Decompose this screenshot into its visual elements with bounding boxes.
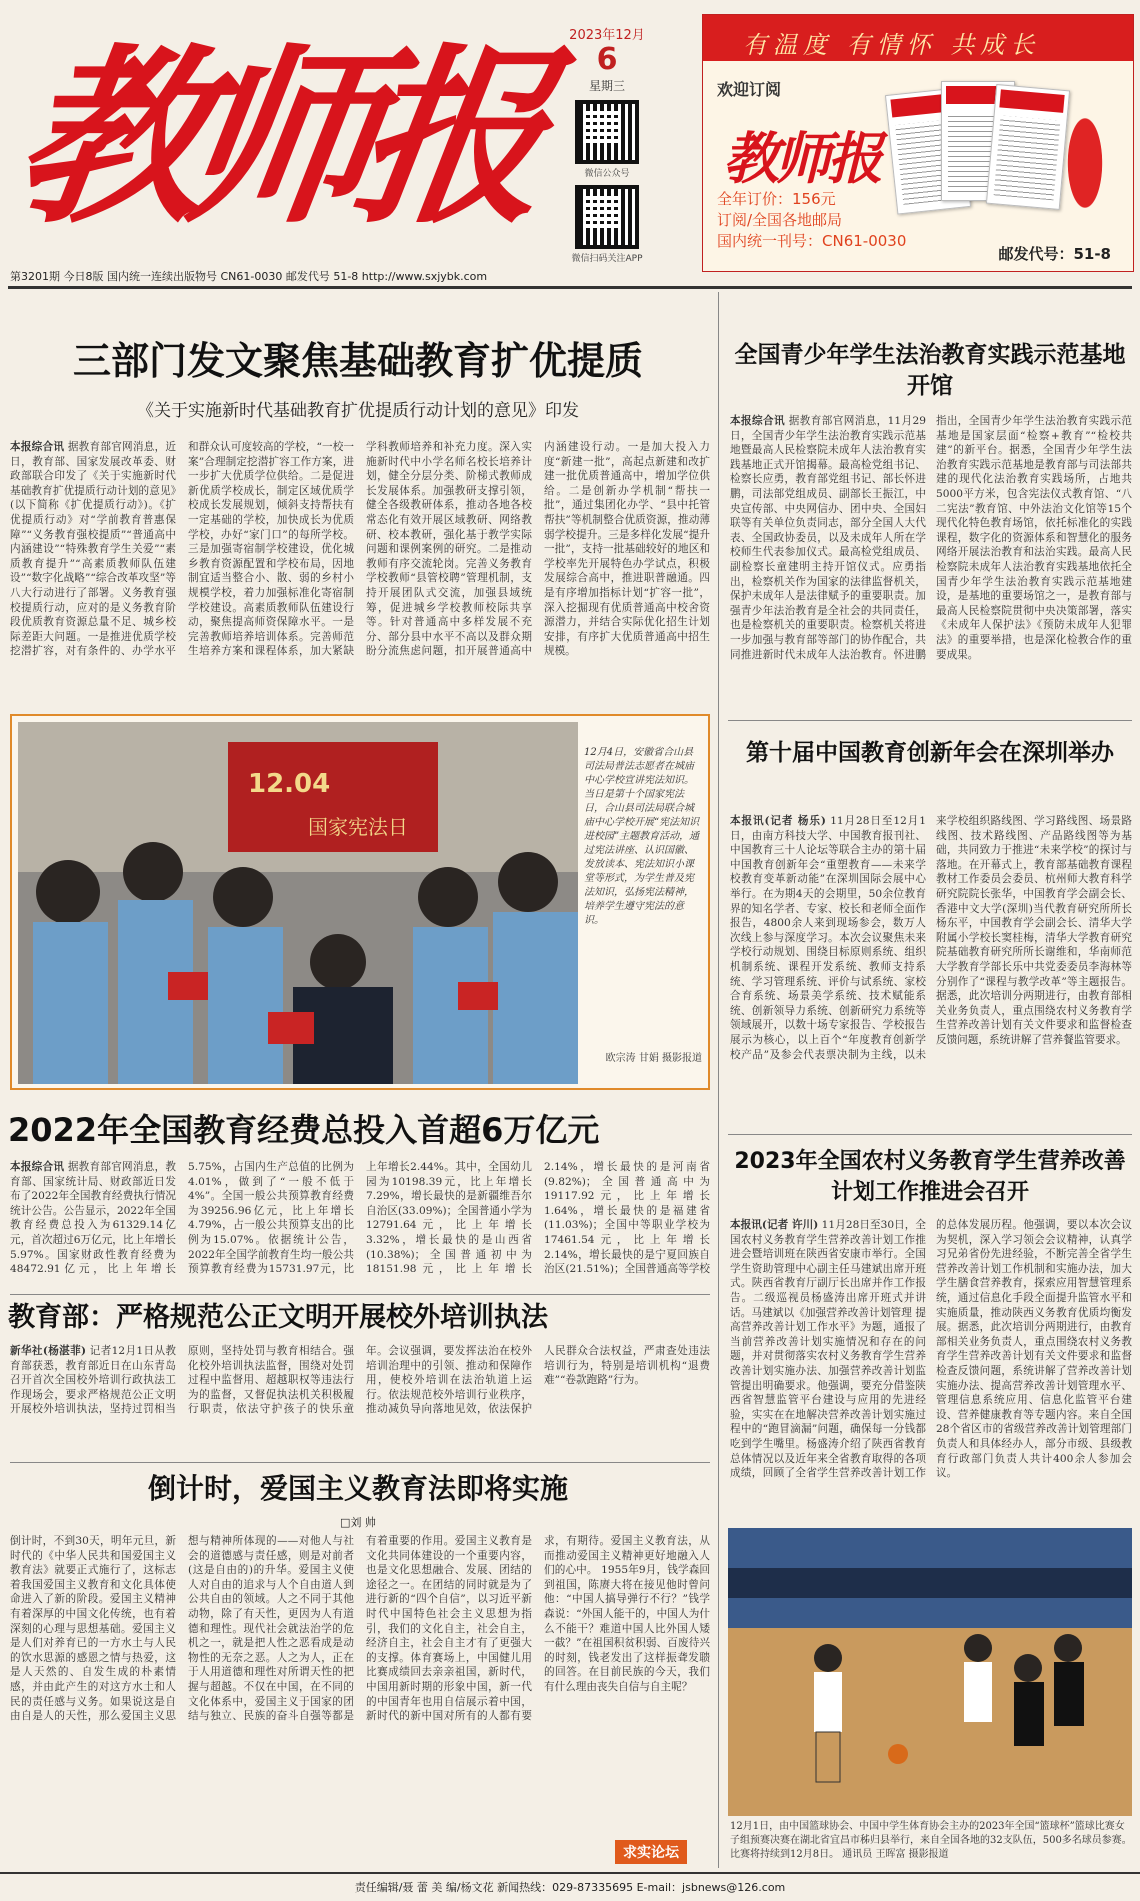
column-divider bbox=[718, 292, 719, 1868]
date-box bbox=[552, 20, 662, 270]
lead-text: 据教育部官网消息，近日，教育部、国家发展改革委、财政部联合印发了《关于实施新时代基础教育扩优提质行动计划的意见》(以下简称《扩优提质行动》)。《扩优提质行动》对“学前教育普惠保障”“义务教育强校提质”“普通高中内涵建设”“特殊教育学生关爱”“素质教育提升”“高素质教师队伍建设”“数字化战略”“综合改革攻坚”等八大行动进行了部署。义务教育强校提质行动，应对的是义务教育阶段优质教育资源总量不足、城乡校际差距大问题。一是推进优质学校挖潜扩容，对有条件的、办学水平和群众认可度较高的学校，“一校一案”合理制定挖潜扩容工作方案，进一步扩大优质学位供给。二是促进新优质学校成长，制定区域优质学校成长发展规划，倾斜支持帮扶有一定基础的学校，加快成长为优质学校，办好“家门口”的每所学校。三是加强寄宿制学校建设，优化城乡教育资源配置和学校布局，因地制宜适当整合小、散、弱的乡村小规模学校，着力加强标准化寄宿制学校建设。高素质教师队伍建设行动，聚焦提高师资保障水平。一是完善教师培养培训体系。完善师范生培养方案和课程体系，加大紧缺学科教师培养和补充力度。深入实施新时代中小学名师名校长培养计划，健全分层分类、阶梯式教师成长发展体系。加强教研支撑引领，健全各级教研体系，推动各地各校常态化有效开展区域教研、网络教研、校本教研，强化基于教学实际问题和课例案例的研究。二是推动教师有序交流轮岗。完善义务教育学校教师“县管校聘”管理机制，支持开展团队式交流，加强县域统筹，促进城乡学校教师校际共享等。针对普通高中多样发展不充分、部分县中水平不高以及群众期盼分流焦虑问题，扣开展普通高中内涵建设行动。一是加大投入力度“新建一批”，高起点新建和改扩建一批优质普通高中，增加学位供给。二是创新办学机制“帮扶一批”，通过集团化办学、“县中托管帮扶”等机制整合优质资源，推动薄弱学校提升。三是多样化发展“提升一批”，支持一批基础较好的地区和学校率先开展特色办学试点，积极发展综合高中，推进职普融通。四是有序增加指标计划“扩容一批”，深入挖掘现有优质普通高中校舍资源潜力，并结合实际优化招生计划安排，有序扩大优质普通高中招生规模。 bbox=[10, 441, 710, 658]
photo-feature bbox=[10, 714, 710, 1090]
lantern-decoration bbox=[1055, 85, 1115, 215]
right-divider-1 bbox=[728, 720, 1132, 721]
basketball-credit: 通讯员 王晖富 摄影报道 bbox=[842, 1849, 949, 1860]
patriot-author: □刘 帅 bbox=[340, 1516, 376, 1529]
issue-info-bar: 第3201期 今日8版 国内统一连续出版物号 CN61-0030 邮发代号 51-8 http://www.sxjybk.com bbox=[10, 270, 488, 283]
screen-title: 国家宪法日 bbox=[308, 815, 408, 839]
training-byline: 新华社(杨湛菲) bbox=[10, 1345, 87, 1357]
lead-body bbox=[10, 440, 710, 690]
subscription-ad[interactable] bbox=[702, 14, 1134, 272]
patriot-headline[interactable]: 倒计时，爱国主义教育法即将实施 bbox=[147, 1472, 568, 1505]
training-text: 记者12月1日从教育部获悉，教育部近日在山东青岛召开首次全国校外培训行政执法工作现场会，要求严格规范公正文明开展校外培训执法，坚持过罚相当原则，坚持处罚与教育相结合。强化校外培训执法监督，围绕对处罚过程中监督用、超越职权等违法行为的监督，又督促执法机关积极履行职责，依法守护孩子的快乐童年。会议强调，要发挥法治在校外培训治理中的引领、推动和保障作用，使校外培训在法治轨道上运行。依法规范校外培训行业秩序，推动减负导向落地见效，依法保护人民群众合法权益，严肃查处违法培训行为，特别是培训机构“退费难”“卷款跑路”行为。 bbox=[10, 1345, 710, 1416]
qr-caption-wechat: 微信公众号 bbox=[584, 169, 630, 179]
ad-newspaper-stack bbox=[891, 71, 1071, 221]
booklet bbox=[168, 972, 208, 1000]
right1-headline[interactable]: 全国青少年学生法治教育实践示范基地开馆 bbox=[734, 342, 1126, 399]
section-divider-2 bbox=[10, 1462, 710, 1463]
ad-logo: 教师报 bbox=[723, 126, 879, 192]
patriot-text: 倒计时，不到30天，明年元旦，新时代的《中华人民共和国爱国主义教育法》就要正式施行了，这标志着我国爱国主义教育和文化具体使命进入了新的阶段。爱国主义精神有着深厚的中国文化传统，也有着深刻的心理与思想基础。爱国主义是人们对养育已的一方水土与人民的饮水思源的感恩之情与热爱，这是人天然的、自发生成的朴素情感，并由此产生的对这方水土和人民的责任感与义务。如果说这是自由自是人的天性，那么爱国主义思想与精神所体现的——对他人与社会的道德感与责任感，则是对前者(这是自由的)的升华。爱国主义使人对自由的追求与人个自由道人到公共自由的领域。人之不同于其他动物，除了有天性，更因为人有道德和理性。现代社会就法治学的危机之一，就是把人性之恶看成是动物性的无奈之恶。人之为人，正在于人用道德和理性对所谓天性的把握与超越。不仅在中国，在不同的文化体系中，爱国主义于国家的团结与独立、民族的奋斗自强等都是有着重要的作用。爱国主义教育是文化共同体建设的一个重要内容，也是文化思想融合、发展、团结的途径之一。在团结的同时就是为了进行新的“四个自信”，以习近平新时代中国特色社会主义思想为指引，我们的文化自主，社会自主，经济自主，社会自主才有了更强大的支撑。体育赛场上，中国健儿用比赛成绩回去亲亲祖国，新时代，中国用新时期的形象中国，新一代的中国青年也用自信展示着中国，新时代的新中国对所有的人都有要求，有期待。爱国主义教育法，从而推动爱国主义精神更好地融入人们的心中。 bbox=[10, 1535, 710, 1723]
patriot-body bbox=[10, 1534, 710, 1864]
funding-text: 据教育部官网消息，教育部、国家统计局、财政部近日发布了2022年全国教育经费执行情况统计公告。公告显示，2022年全国教育经费总投入为61329.14亿元，首次超过6万亿元，比上年增长5.97%。国家财政性教育经费为48472.91亿元，比上年增长5.75%，占国内生产总值的比例为4.01%，做到了“一般不低于4%”。全国一般公共预算教育经费为39256.96亿元，比上年增长4.79%，占一般公共预算支出的比例为15.07%。依据统计公告，2022年全国学前教育生均一般公共预算教育经费为15731.97元，比上年增长2.44%。其中，全国幼儿园为10198.39元，比上年增长7.29%，增长最快的是新疆维吾尔自治区(33.09%)；全国普通小学为12791.64元，比上年增长3.32%，增长最快的是山西省(10.38%)；全国普通初中为18151.98元，比上年增长2.14%，增长最快的是河南省(9.82%)；全国普通高中为19117.92元，比上年增长1.64%，增长最快的是福建省(11.03%)；全国中等职业学校为17461.54元，比上年增长2.14%，增长最快的是宁夏回族自治区(21.51%)；全国普通高等学校 bbox=[10, 1161, 710, 1276]
training-body bbox=[10, 1344, 710, 1452]
footer-bar: 责任编辑/聂 蕾 美 编/杨文花 新闻热线：029-87335695 E-mail：jsbnews@126.com bbox=[0, 1872, 1140, 1899]
ad-post-code: 邮发代号：51-8 bbox=[998, 245, 1111, 263]
newspaper-logo: 教师报 bbox=[2, 26, 544, 249]
patriot-text-2: 1955年9月，钱学森回到祖国，陈赓大将在接见他时曾问他：“中国人搞导弹行不行？”钱学森说：“外国人能干的，中国人为什么不能干？难道中国人比外国人矮一截？”在祖国积贫积弱、百废待兴的时刻，钱老发出了这样振聋发聩的回答。在目前民族的今天，我们有什么理由丧失自信与自主呢？ bbox=[544, 1564, 710, 1693]
ad-issn: 国内统一刊号：CN61-0030 bbox=[717, 232, 907, 250]
lead-byline: 本报综合讯 bbox=[10, 441, 65, 453]
ad-price-block bbox=[717, 189, 906, 252]
screen-date: 12.04 bbox=[248, 769, 331, 799]
right1-text: 据教育部官网消息，11月29日，全国青少年学生法治教育实践示范基地暨最高人民检察院未成年人法治教育实践基地正式开馆揭幕。最高检党组书记、检察长应勇，教育部党组书记、部长怀进鹏，司法部党组成员、副部长王振江，中央宣传部、中央网信办、团中央、全国妇联等有关单位负责同志，部分全国人大代表、全国政协委员，以及未成年人所在学校师生代表参加仪式。最高检党组成员、副检察长童建明主持开馆仪式。应勇指出，检察机关作为国家的法律监督机关，保护未成年人是法律赋予的重要职责。加强青少年法治教育是全社会的共同责任，也是检察机关的重要职责。检察机关将进一步加强与教育部等部门的协作配合，共同推进新时代未成年人法治教育。怀进鹏指出，全国青少年学生法治教育实践示范基地是国家层面“检察+教育”“检校共建”的新平台。据悉，全国青少年学生法治教育实践示范基地是教育部与司法部共建的现代化法治教育实践场所，占地共5000平方米，包含宪法仪式教育馆、“八二宪法”教育馆、中外法治文化馆等15个现代化特色教育场馆，依托标准化的实践课程，数字化的资源体系和智慧化的服务网络开展法治教育和法治实践。最高人民检察院未成年人法治教育实践基地依托全国青少年学生法治教育实践示范基地建设，是基地的重要场馆之一，是教育部与最高人民检察院贯彻中央决策部署，落实《未成年人保护法》《预防未成年人犯罪法》的重要举措，也是深化检教合作的重要成果。 bbox=[730, 415, 1132, 661]
basketball-caption-text: 12月1日，由中国篮球协会、中国中学生体育协会主办的2023年全国“篮球杯”篮球比赛女子组预赛决赛在湖北省宜昌市秭归县举行，来自全国各地的32支队伍，500多名球员参赛。比赛将持续到12月8日。 bbox=[730, 1821, 1132, 1860]
lead-subtitle: 《关于实施新时代基础教育扩优提质行动计划的意见》印发 bbox=[137, 401, 579, 421]
photo-caption: 12月4日，安徽省合山县司法局普法志愿者在城庙中心学校宣讲宪法知识。当日是第十个国家宪法日，合山县司法局联合城庙中心学校开展“宪法知识进校园”主题教育活动，通过宪法讲座、认识国徽、发放读本、宪法知识小课堂等形式，为学生普及宪法知识，弘扬宪法精神，培养学生遵守宪法的意识。 bbox=[584, 747, 700, 926]
section-divider bbox=[10, 1294, 710, 1295]
lead-headline[interactable]: 三部门发文聚焦基础教育扩优提质 bbox=[72, 339, 643, 383]
basketball-caption bbox=[730, 1820, 1132, 1862]
forum-badge: 求实论坛 bbox=[615, 1840, 687, 1864]
funding-body bbox=[10, 1160, 710, 1282]
wechat-qr-code[interactable] bbox=[575, 100, 639, 164]
masthead-divider bbox=[8, 286, 1132, 289]
right2-body bbox=[730, 814, 1132, 1126]
right3-byline: 本报讯(记者 许川) bbox=[730, 1219, 819, 1231]
right2-byline: 本报讯(记者 杨乐) bbox=[730, 815, 826, 827]
date-day: 6 bbox=[596, 42, 618, 77]
training-headline[interactable]: 教育部：严格规范公正文明开展校外培训执法 bbox=[8, 1302, 548, 1333]
funding-byline: 本报综合讯 bbox=[10, 1161, 65, 1173]
right3-headline[interactable]: 2023年全国农村义务教育学生营养改善计划工作推进会召开 bbox=[734, 1149, 1126, 1205]
right1-byline: 本报综合讯 bbox=[730, 415, 785, 427]
ad-welcome: 欢迎订阅 bbox=[717, 80, 782, 99]
date-year-month: 2023年12月 bbox=[569, 28, 645, 43]
ad-price: 全年订价：156元 bbox=[717, 190, 836, 208]
basketball-scene bbox=[728, 1528, 1132, 1816]
funding-headline[interactable]: 2022年全国教育经费总投入首超6万亿元 bbox=[8, 1111, 600, 1149]
right3-text: 11月28日至30日，全国农村义务教育学生营养改善计划工作推进会暨培训班在陕西省安康市举行。全国学生资助管理中心副主任马建斌出席开班式。陕西省教育厅副厅长出席并作工作报告。二级巡视员杨盛涛出席开班式并讲话。马建斌以《加强营养改善计划管理 提高营养改善计划工作水平》为题，通报了当前营养改善计划实施情况和存在的问题，并对贯彻落实农村义务教育学生营养改善计划实施办法、加强营养改善计划监管提出明确要求。他强调，要充分借鉴陕西省智慧监管平台建设与应用的先进经验，实实在在地解决营养改善计划实施过程中的“跑冒滴漏”问题，确保每一分钱都吃到学生嘴里。杨盛涛介绍了陕西省教育总体情况以及近年来全省教育取得的各项成绩，回顾了全省学生营养改善计划工作的总体发展历程。他强调，要以本次会议为契机，深入学习领会会议精神，认真学习兄弟省份先进经验，不断完善全省学生营养改善计划工作机制和实施办法，加大学生膳食营养教育，探索应用智慧管理系统，通过信息化手段全面提升监管水平和实施质量，推动陕西义务教育优质均衡发展。据悉，此次培训分两期进行，由教育部相关业务负责人，重点围绕农村义务教育学生营养改善计划有关文件要求和监督检查反馈问题，系统讲解了营养改善计划实施办法、提高营养改善计划管理水平、管理信息系统应用、信息化监管平台建设、营养健康教育等专题内容。来自全国28个省区市的省级营养改善计划管理部门负责人和具体经办人，部分市级、县级教育行政部门负责人共计400余人参加会议。 bbox=[730, 1219, 1132, 1480]
basketball bbox=[888, 1744, 908, 1764]
right3-body bbox=[730, 1218, 1132, 1518]
classroom-photo bbox=[18, 722, 578, 1084]
right2-text: 11月28日至12月1日，由南方科技大学、中国教育报刊社、中国教育三十人论坛等联合主办的第十届中国教育创新年会“重塑教育——未来学校教育变革新动能”在深圳国际会展中心举行。在为期4天的会期里，50余位教育界的知名学者、专家、校长和老师全面作报告，4800余人来到现场参会，数万人次线上参与深度学习。本次会议聚焦未来学校行动规划、围绕目标原则系统、组织机制系统、课程开发系统、教师支持系统、学习管理系统、评价与试系统、家校合育系统、场景美学系统、技术赋能系统、创新领导力系统、创新研究力系统等领域展开，以数十场专家报告、学校报告展示为核心，以上百个“年度教育创新学校产品”及参会代表票决制为主线，以未来学校组织路线图、学习路线图、场景路线图、技术路线图、产品路线图等为基础，共同致力于推进“未来学校”的探讨与落地。在开幕式上，教育部基础教育课程教材工作委员会委员、杭州师大教育科学研究院院长张华，中国教育学会副会长、香港中文大学(深圳)当代教育研究所所长杨东平，中国教育学会副会长、清华大学附属小学校长窦桂梅，清华大学教育研究院基础教育研究所所长谢维和，华南师范大学教育学部长乐中共党委委员李海林等分别作了“课程与教学改革”等主题报告。据悉，此次培训分两期进行，由教育部相关业务负责人，重点围绕农村义务教育学生营养改善计划有关文件要求和监督检查反馈问题，系统讲解了营养餐监管要求。 bbox=[730, 815, 1132, 1061]
ad-slogan: 有温度 有情怀 共成长 bbox=[743, 31, 1041, 59]
right1-body bbox=[730, 414, 1132, 714]
app-qr-code[interactable] bbox=[575, 185, 639, 249]
ad-subscribe-where: 订阅/全国各地邮局 bbox=[717, 211, 843, 229]
basketball-photo bbox=[728, 1528, 1132, 1816]
photo-credit: 欧宗涛 甘娟 摄影报道 bbox=[605, 1053, 702, 1064]
qr-caption-app: 微信扫码关注APP bbox=[571, 254, 643, 264]
right2-headline[interactable]: 第十届中国教育创新年会在深圳举办 bbox=[746, 740, 1114, 766]
weekday: 星期三 bbox=[588, 79, 625, 93]
right-divider-2 bbox=[728, 1134, 1132, 1135]
